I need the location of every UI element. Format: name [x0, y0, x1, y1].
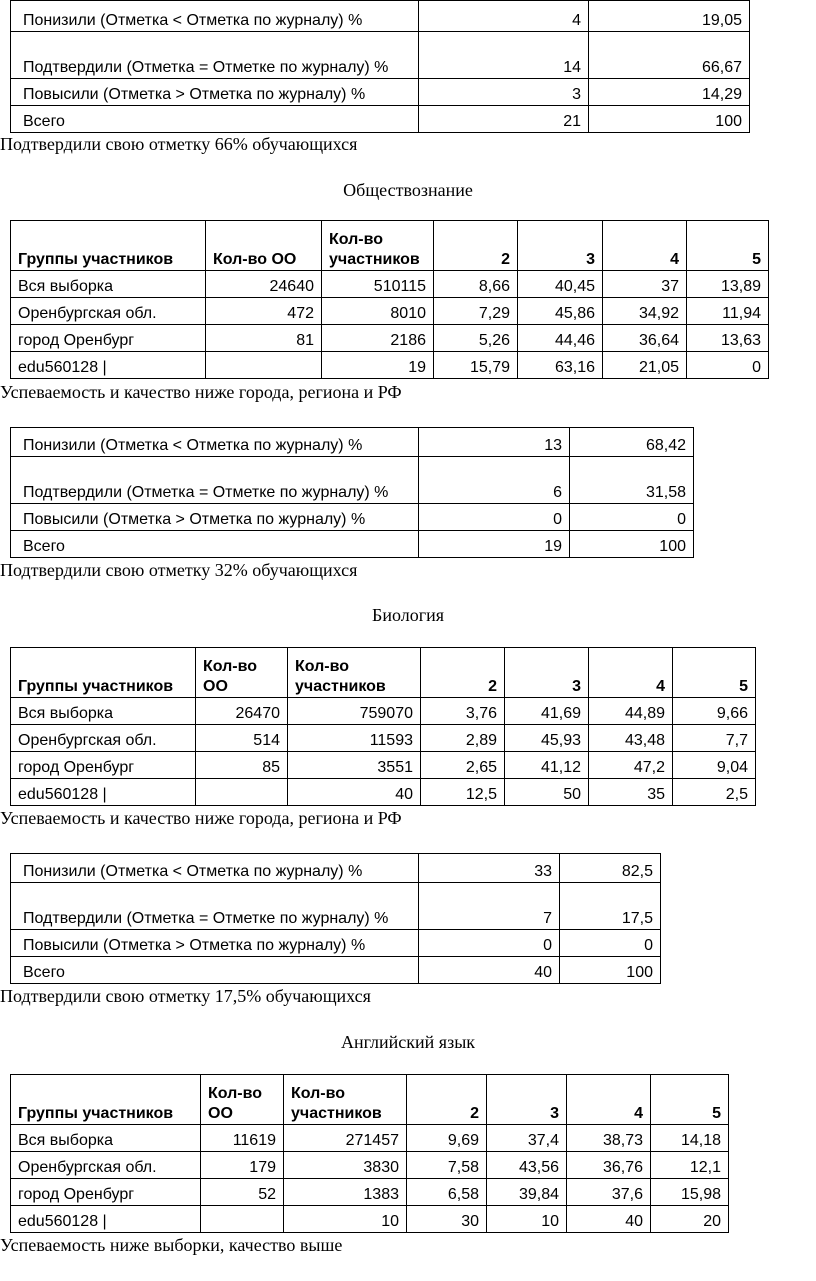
row-label: Понизили (Отметка < Отметка по журналу) % [11, 428, 419, 457]
cell: 47,2 [589, 752, 673, 779]
cell: 21,05 [603, 352, 687, 379]
cell: 3,76 [421, 698, 505, 725]
row-label: город Оренбург [11, 1179, 201, 1206]
cell: 2,5 [673, 779, 756, 806]
cell: 2,89 [421, 725, 505, 752]
cell: 11,94 [687, 298, 769, 325]
cell: 24640 [206, 271, 322, 298]
cell: 40 [288, 779, 421, 806]
cell: 3830 [284, 1152, 407, 1179]
row-label: Вся выборка [11, 271, 206, 298]
cell [201, 1206, 284, 1233]
cell: 39,84 [487, 1179, 567, 1206]
cell: 11593 [288, 725, 421, 752]
cell: 12,5 [421, 779, 505, 806]
cell: 3551 [288, 752, 421, 779]
cell: 43,48 [589, 725, 673, 752]
cell: 2,65 [421, 752, 505, 779]
row-label: Всего [11, 531, 419, 558]
results-table-social [10, 220, 769, 379]
cell: 510115 [322, 271, 434, 298]
header-schools: Кол-во ОО [206, 221, 322, 271]
cell: 52 [201, 1179, 284, 1206]
cell-count: 0 [419, 930, 560, 957]
row-label: Подтвердили (Отметка = Отметке по журналу) % [11, 883, 419, 930]
cell: 40 [567, 1206, 651, 1233]
cell-percent: 14,29 [589, 79, 750, 106]
cell [196, 779, 288, 806]
cell: 20 [651, 1206, 729, 1233]
cell: 44,46 [518, 325, 603, 352]
row-label: Повысили (Отметка > Отметка по журналу) % [11, 930, 419, 957]
cell: 8,66 [434, 271, 518, 298]
header-grade-5: 5 [687, 221, 769, 271]
header-grade-3: 3 [487, 1075, 567, 1125]
row-label: город Оренбург [11, 325, 206, 352]
cell: 1383 [284, 1179, 407, 1206]
row-label: edu560128 | [11, 352, 206, 379]
header-grade-5: 5 [673, 648, 756, 698]
cell-count: 40 [419, 957, 560, 984]
cell: 50 [505, 779, 589, 806]
header-schools: Кол-во ОО [201, 1075, 284, 1125]
cell: 0 [687, 352, 769, 379]
row-label: Всего [11, 106, 419, 133]
cell: 41,12 [505, 752, 589, 779]
cell: 271457 [284, 1125, 407, 1152]
header-grade-4: 4 [603, 221, 687, 271]
row-label: Понизили (Отметка < Отметка по журналу) % [11, 854, 419, 883]
cell: 44,89 [589, 698, 673, 725]
row-label: город Оренбург [11, 752, 196, 779]
cell-count: 7 [419, 883, 560, 930]
header-grade-5: 5 [651, 1075, 729, 1125]
cell: 472 [206, 298, 322, 325]
cell-percent: 19,05 [589, 1, 750, 32]
cell: 38,73 [567, 1125, 651, 1152]
cell-percent: 100 [560, 957, 661, 984]
cell: 14,18 [651, 1125, 729, 1152]
header-schools: Кол-во ОО [196, 648, 288, 698]
row-label: Оренбургская обл. [11, 725, 196, 752]
row-label: Повысили (Отметка > Отметка по журналу) % [11, 504, 419, 531]
cell: 26470 [196, 698, 288, 725]
cell-count: 14 [419, 32, 589, 79]
cell: 13,89 [687, 271, 769, 298]
confirmed-text-biology: Подтвердили свою отметку 17,5% обучающихся [0, 986, 371, 1006]
row-label: Всего [11, 957, 419, 984]
cell: 7,58 [407, 1152, 487, 1179]
cell-count: 3 [419, 79, 589, 106]
results-table-english [10, 1074, 729, 1233]
cell: 37,6 [567, 1179, 651, 1206]
cell: 36,64 [603, 325, 687, 352]
header-groups: Группы участников [11, 1075, 201, 1125]
cell: 179 [201, 1152, 284, 1179]
cell: 63,16 [518, 352, 603, 379]
cell [206, 352, 322, 379]
section-title-biology: Биология [371, 605, 444, 625]
row-label: edu560128 | [11, 779, 196, 806]
header-participants: Кол-во участников [288, 648, 421, 698]
header-grade-4: 4 [589, 648, 673, 698]
cell-percent: 100 [589, 106, 750, 133]
header-groups: Группы участников [11, 648, 196, 698]
cell: 34,92 [603, 298, 687, 325]
cell-percent: 82,5 [560, 854, 661, 883]
header-grade-3: 3 [518, 221, 603, 271]
cell-percent: 0 [560, 930, 661, 957]
cell: 8010 [322, 298, 434, 325]
row-label: Повысили (Отметка > Отметка по журналу) % [11, 79, 419, 106]
cell-count: 19 [419, 531, 570, 558]
cell: 9,04 [673, 752, 756, 779]
cell: 35 [589, 779, 673, 806]
comparison-table-social [10, 427, 694, 558]
summary-social: Успеваемость и качество ниже города, региона и РФ [0, 382, 402, 402]
row-label: Подтвердили (Отметка = Отметке по журналу) % [11, 32, 419, 79]
cell: 43,56 [487, 1152, 567, 1179]
cell: 7,7 [673, 725, 756, 752]
cell: 45,86 [518, 298, 603, 325]
header-grade-3: 3 [505, 648, 589, 698]
comparison-table-biology [10, 853, 661, 984]
summary-english: Успеваемость ниже выборки, качество выше [0, 1235, 343, 1255]
row-label: Вся выборка [11, 698, 196, 725]
cell-percent: 66,67 [589, 32, 750, 79]
cell: 6,58 [407, 1179, 487, 1206]
comparison-table-1 [10, 0, 750, 133]
cell: 759070 [288, 698, 421, 725]
cell-count: 33 [419, 854, 560, 883]
header-participants: Кол-во участников [284, 1075, 407, 1125]
row-label: edu560128 | [11, 1206, 201, 1233]
header-grade-2: 2 [421, 648, 505, 698]
cell-count: 21 [419, 106, 589, 133]
row-label: Понизили (Отметка < Отметка по журналу) % [11, 1, 419, 32]
cell: 30 [407, 1206, 487, 1233]
cell: 37,4 [487, 1125, 567, 1152]
cell-percent: 100 [570, 531, 694, 558]
row-label: Вся выборка [11, 1125, 201, 1152]
cell: 36,76 [567, 1152, 651, 1179]
cell: 7,29 [434, 298, 518, 325]
cell: 19 [322, 352, 434, 379]
cell: 45,93 [505, 725, 589, 752]
row-label: Оренбургская обл. [11, 1152, 201, 1179]
cell-percent: 68,42 [570, 428, 694, 457]
row-label: Оренбургская обл. [11, 298, 206, 325]
cell: 13,63 [687, 325, 769, 352]
cell: 9,69 [407, 1125, 487, 1152]
cell: 514 [196, 725, 288, 752]
cell: 15,98 [651, 1179, 729, 1206]
summary-biology: Успеваемость и качество ниже города, региона и РФ [0, 808, 402, 828]
cell: 37 [603, 271, 687, 298]
header-grade-2: 2 [407, 1075, 487, 1125]
cell: 5,26 [434, 325, 518, 352]
cell: 12,1 [651, 1152, 729, 1179]
header-groups: Группы участников [11, 221, 206, 271]
cell: 41,69 [505, 698, 589, 725]
cell: 10 [487, 1206, 567, 1233]
cell-percent: 0 [570, 504, 694, 531]
cell-percent: 17,5 [560, 883, 661, 930]
cell: 10 [284, 1206, 407, 1233]
cell-count: 13 [419, 428, 570, 457]
confirmed-text-social: Подтвердили свою отметку 32% обучающихся [0, 560, 358, 580]
cell: 81 [206, 325, 322, 352]
cell: 9,66 [673, 698, 756, 725]
cell: 15,79 [434, 352, 518, 379]
header-grade-2: 2 [434, 221, 518, 271]
results-table-biology [10, 647, 756, 806]
cell-count: 0 [419, 504, 570, 531]
header-grade-4: 4 [567, 1075, 651, 1125]
section-title-english: Английский язык [340, 1032, 476, 1052]
cell: 40,45 [518, 271, 603, 298]
cell: 85 [196, 752, 288, 779]
cell-percent: 31,58 [570, 457, 694, 504]
cell-count: 6 [419, 457, 570, 504]
section-title-social: Обществознание [343, 180, 473, 200]
cell: 2186 [322, 325, 434, 352]
cell: 11619 [201, 1125, 284, 1152]
header-participants: Кол-во участников [322, 221, 434, 271]
confirmed-text-1: Подтвердили свою отметку 66% обучающихся [0, 134, 358, 154]
row-label: Подтвердили (Отметка = Отметке по журналу) % [11, 457, 419, 504]
cell-count: 4 [419, 1, 589, 32]
